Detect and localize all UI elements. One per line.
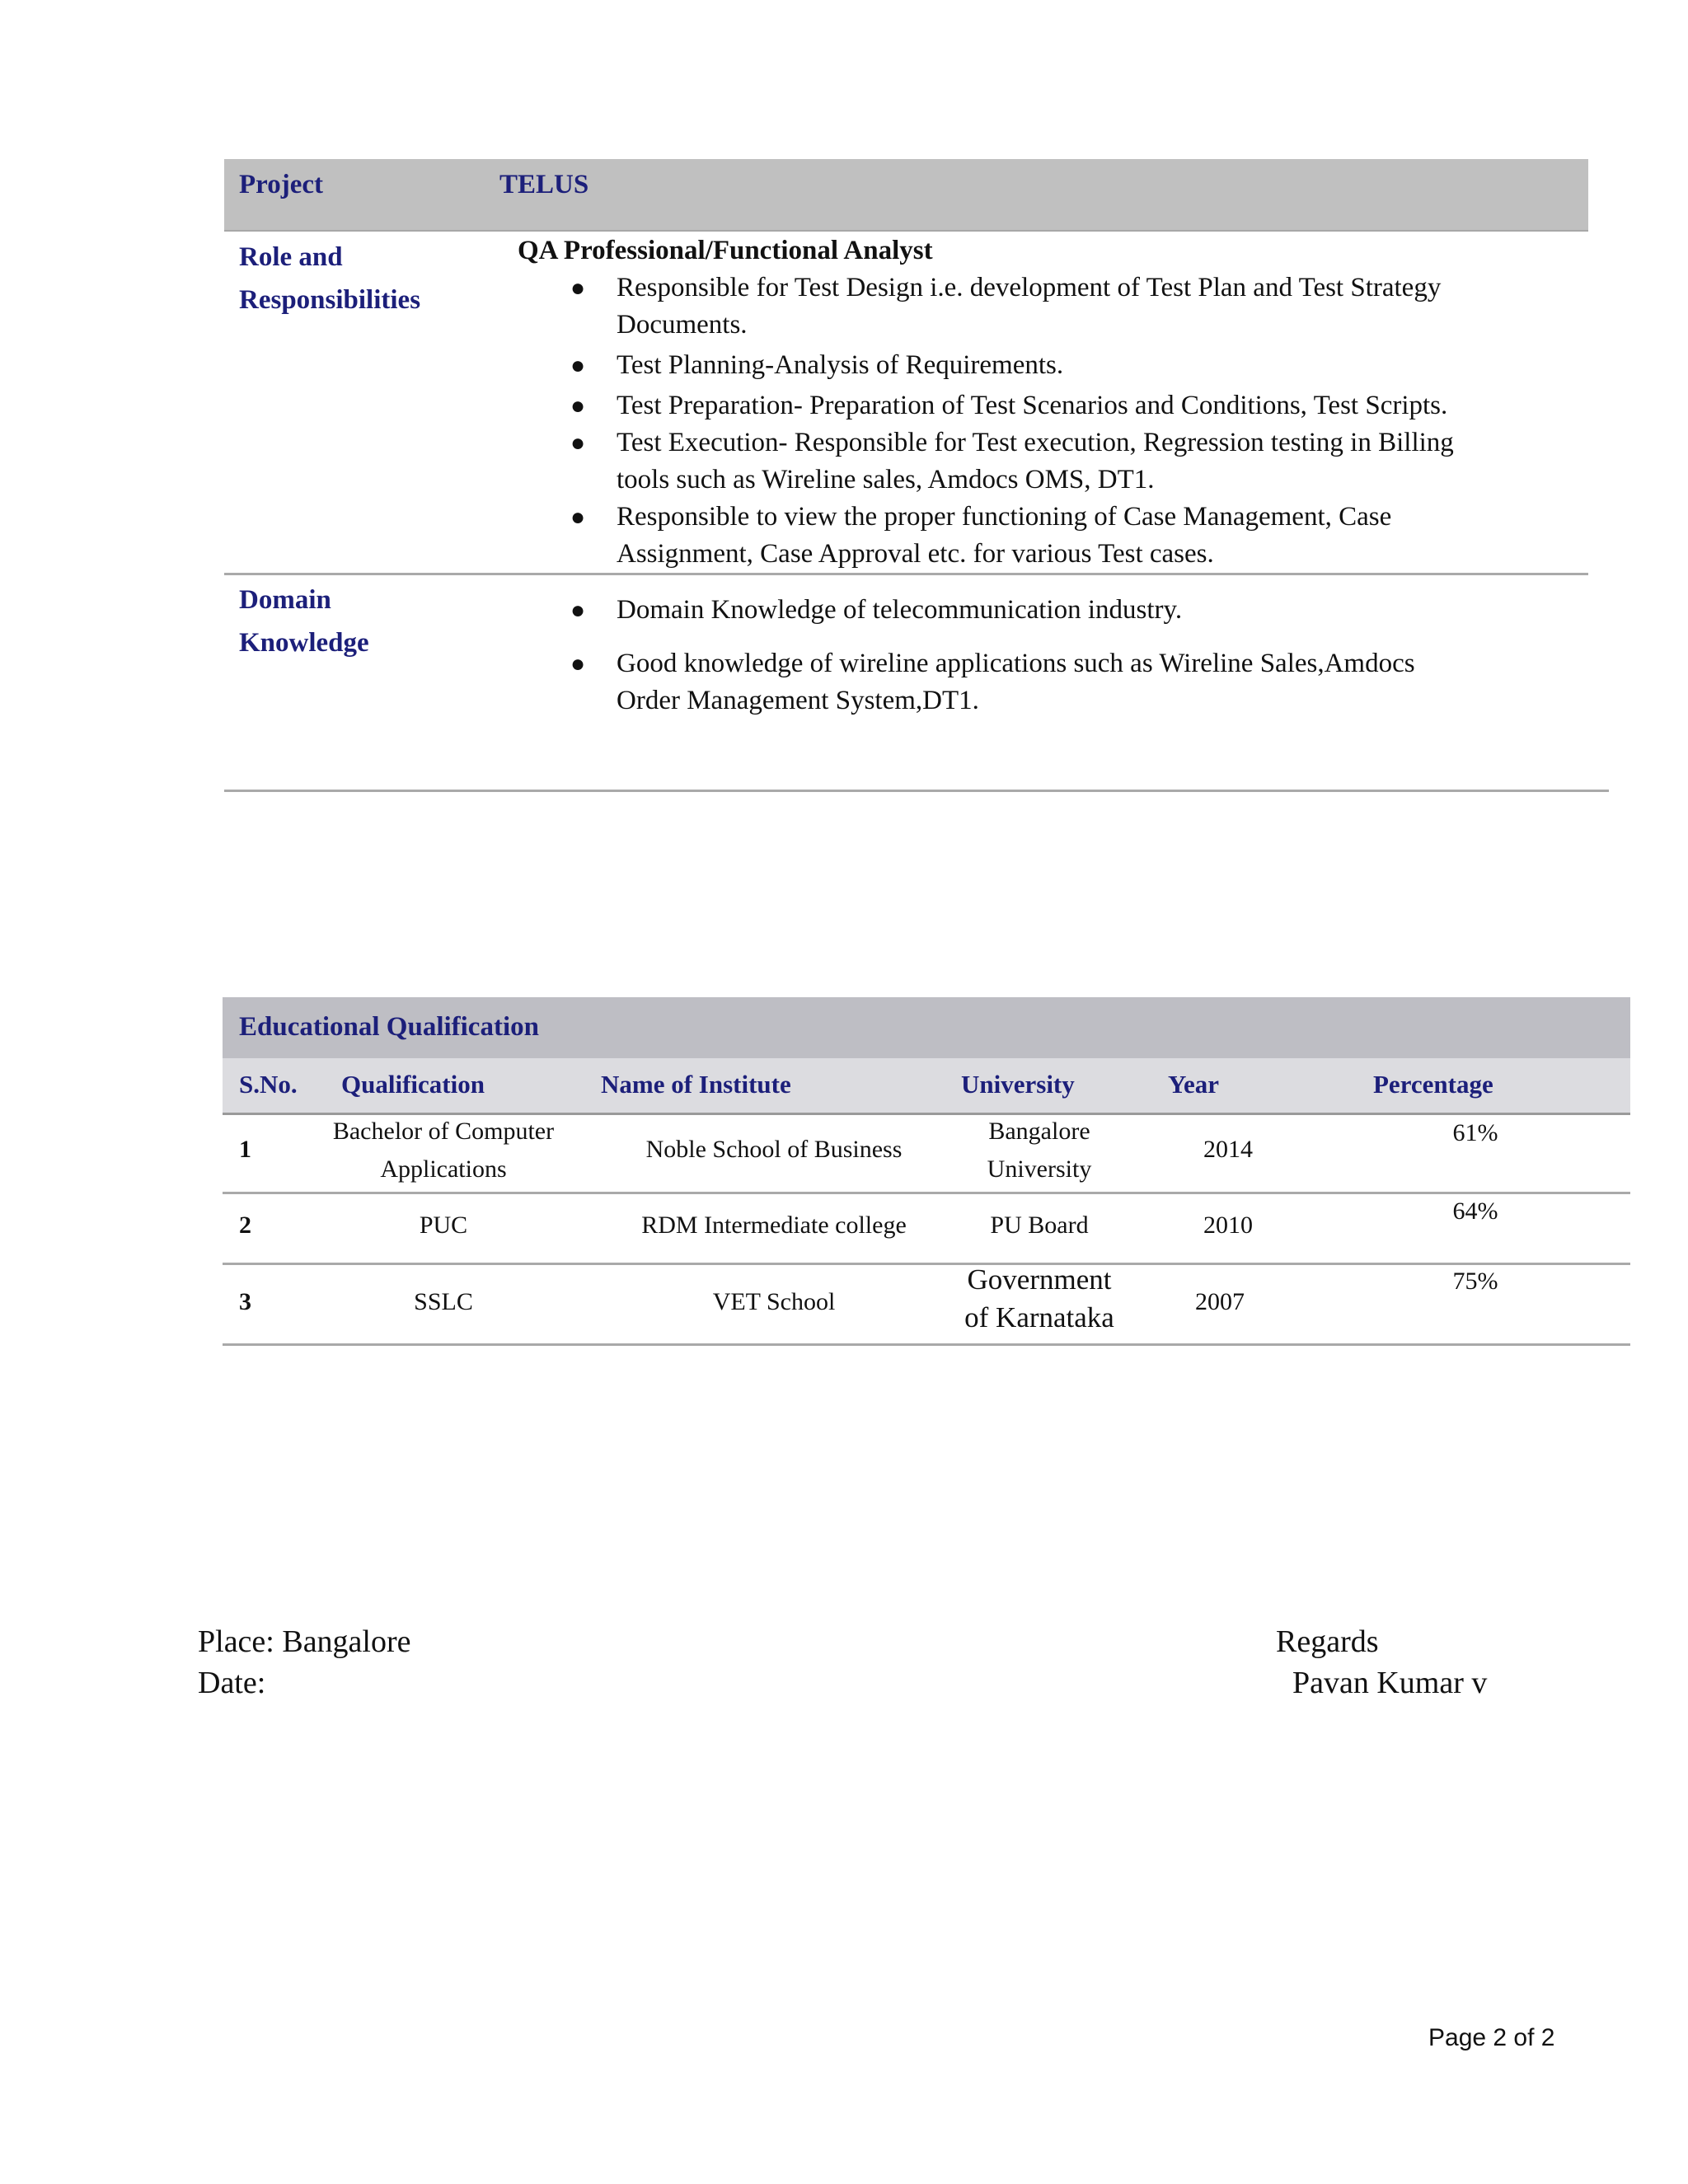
domain-label-line1: Domain [239,585,331,615]
project-header-bar [224,159,1588,232]
table-cell-qualification: Bachelor of Computer Applications [332,1118,555,1183]
table-cell-percentage: 64% [1452,1197,1498,1225]
table-cell-university: Government of Karnataka [964,1263,1114,1333]
list-item: ● Responsible for Test Design i.e. development of Test Plan and Test Strategy Documents. [617,269,1556,344]
domain-list [570,592,1556,719]
responsibilities-list [570,269,1556,573]
domain-label-line2: Knowledge [239,628,369,658]
project-value: TELUS [499,170,589,199]
table-cell-university: Bangalore University [987,1118,1092,1183]
table-cell-sno: 3 [239,1288,251,1315]
table-cell-qualification: PUC [419,1212,468,1239]
table-cell-year: 2014 [1203,1136,1253,1163]
list-item: ● Good knowledge of wireline applications such as Wireline Sales,Amdocs Order Management System,DT1. [617,645,1556,719]
bullet-icon: ● [570,650,586,677]
table-cell-sno: 1 [239,1136,251,1163]
column-header-percentage: Percentage [1373,1070,1493,1099]
table-cell-university: PU Board [990,1212,1089,1239]
table-cell-qualification: SSLC [414,1288,473,1315]
bullet-icon: ● [570,504,586,531]
domain-label [239,579,445,664]
column-header-sno: S.No. [239,1070,298,1099]
table-cell-sno: 2 [239,1212,251,1239]
list-item: ● Domain Knowledge of telecommunication industry. [617,592,1556,629]
education-title: Educational Qualification [239,1012,539,1042]
list-item: ● Test Planning-Analysis of Requirements. [617,347,1556,384]
bullet-icon: ● [570,392,586,419]
column-header-university: University [961,1070,1075,1099]
divider [224,573,1588,575]
bullet-icon: ● [570,597,586,624]
column-header-institute: Name of Institute [601,1070,791,1099]
divider [224,790,1609,792]
divider [223,1343,1630,1346]
signatory-name: Pavan Kumar v [1292,1666,1488,1700]
list-item: ● Test Preparation- Preparation of Test Scenarios and Conditions, Test Scripts. [617,387,1556,424]
column-header-year: Year [1168,1070,1219,1099]
list-item: ● Responsible to view the proper functioning of Case Management, Case Assignment, Case Approval etc. for various Test cases. [617,499,1556,573]
bullet-icon: ● [570,429,586,457]
table-cell-institute: Noble School of Business [645,1136,903,1163]
bullet-icon: ● [570,274,586,302]
table-cell-percentage: 61% [1452,1119,1498,1146]
role-label-line1: Role and [239,242,343,272]
regards-text: Regards [1276,1624,1379,1659]
page-number: Page 2 of 2 [1428,2024,1555,2051]
role-title: QA Professional/Functional Analyst [518,236,933,265]
table-cell-year: 2007 [1195,1288,1245,1315]
bullet-icon: ● [570,352,586,379]
list-item: ● Test Execution- Responsible for Test execution, Regression testing in Billing tools such as Wireline sales, Amdocs OMS, DT1. [617,424,1556,499]
role-label [239,236,478,321]
table-cell-percentage: 75% [1452,1268,1498,1295]
place-text: Place: Bangalore [198,1624,411,1659]
column-header-qualification: Qualification [341,1070,485,1099]
project-label: Project [239,170,323,199]
role-label-line2: Responsibilities [239,285,421,315]
table-cell-institute: RDM Intermediate college [641,1212,907,1239]
table-cell-year: 2010 [1203,1212,1253,1239]
date-text: Date: [198,1666,266,1700]
table-cell-institute: VET School [712,1288,836,1315]
